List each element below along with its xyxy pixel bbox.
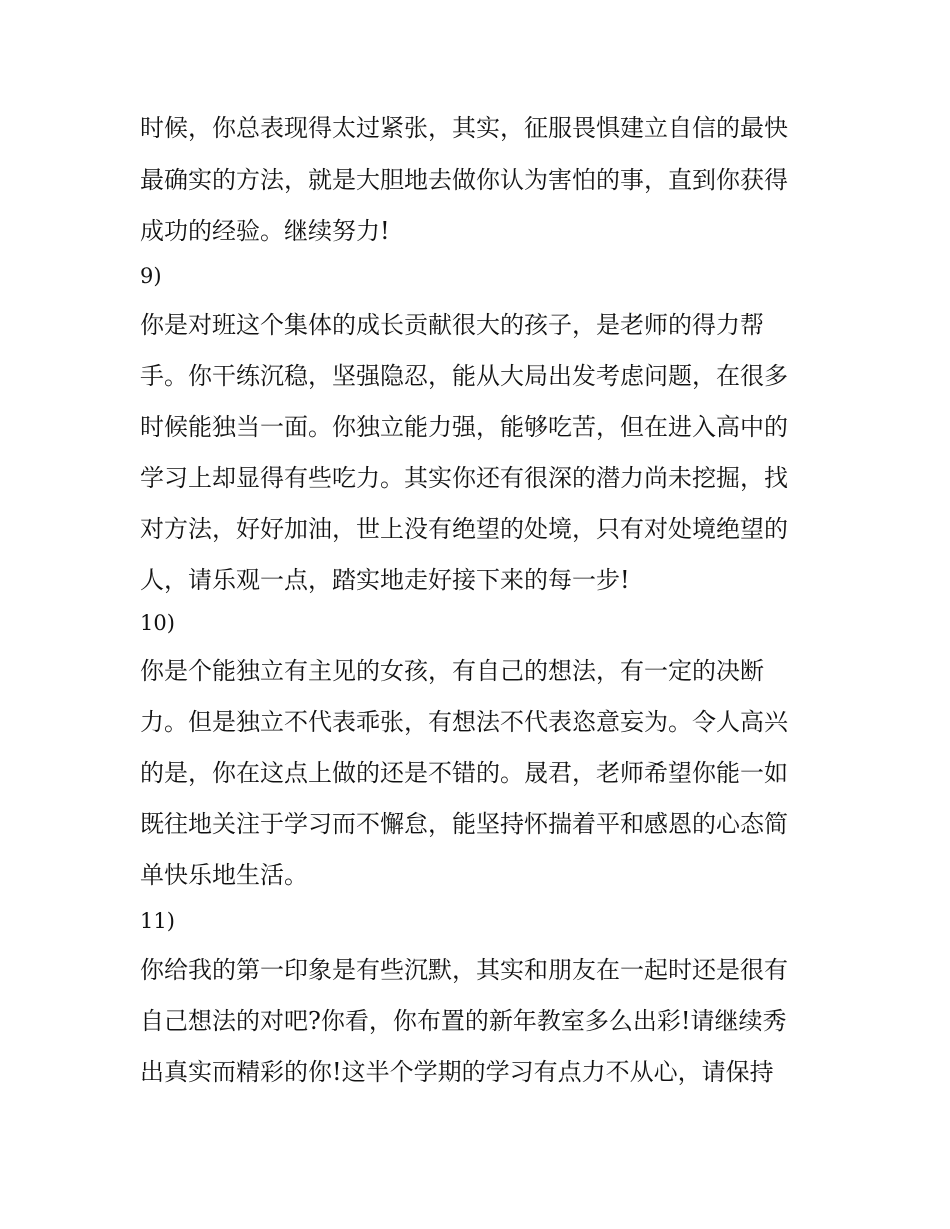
text-line: 你是对班这个集体的成长贡献很大的孩子，是老师的得力帮 (140, 311, 764, 339)
text-line: 时候能独当一面。你独立能力强，能够吃苦，但在进入高中的 (140, 413, 788, 441)
text-line: 出真实而精彩的你!这半个学期的学习有点力不从心，请保持 (140, 1058, 774, 1086)
text-line: 你是个能独立有主见的女孩，有自己的想法，有一定的决断 (140, 657, 764, 685)
text-line: 人，请乐观一点，踏实地走好接下来的每一步! (140, 566, 630, 594)
text-line: 对方法，好好加油，世上没有绝望的处境，只有对处境绝望的 (140, 515, 788, 543)
item-number: 9) (140, 264, 162, 288)
text-line: 的是，你在这点上做的还是不错的。晟君，老师希望你能一如 (140, 759, 788, 787)
text-line: 最确实的方法，就是大胆地去做你认为害怕的事，直到你获得 (140, 166, 788, 194)
text-line: 时候，你总表现得太过紧张，其实，征服畏惧建立自信的最快 (140, 114, 788, 142)
text-line: 你给我的第一印象是有些沉默，其实和朋友在一起时还是很有 (140, 956, 788, 984)
text-line: 既往地关注于学习而不懈怠，能坚持怀揣着平和感恩的心态简 (140, 810, 788, 838)
text-line: 单快乐地生活。 (140, 861, 308, 889)
text-line: 自己想法的对吧?你看，你布置的新年教室多么出彩!请继续秀 (140, 1007, 787, 1035)
item-number: 10) (140, 611, 175, 635)
text-line: 力。但是独立不代表乖张，有想法不代表恣意妄为。令人高兴 (140, 708, 788, 736)
text-line: 成功的经验。继续努力! (140, 217, 390, 245)
text-line: 学习上却显得有些吃力。其实你还有很深的潜力尚未挖掘，找 (140, 464, 788, 492)
item-number: 11) (140, 909, 175, 933)
text-line: 手。你干练沉稳，坚强隐忍，能从大局出发考虑问题，在很多 (140, 362, 788, 390)
